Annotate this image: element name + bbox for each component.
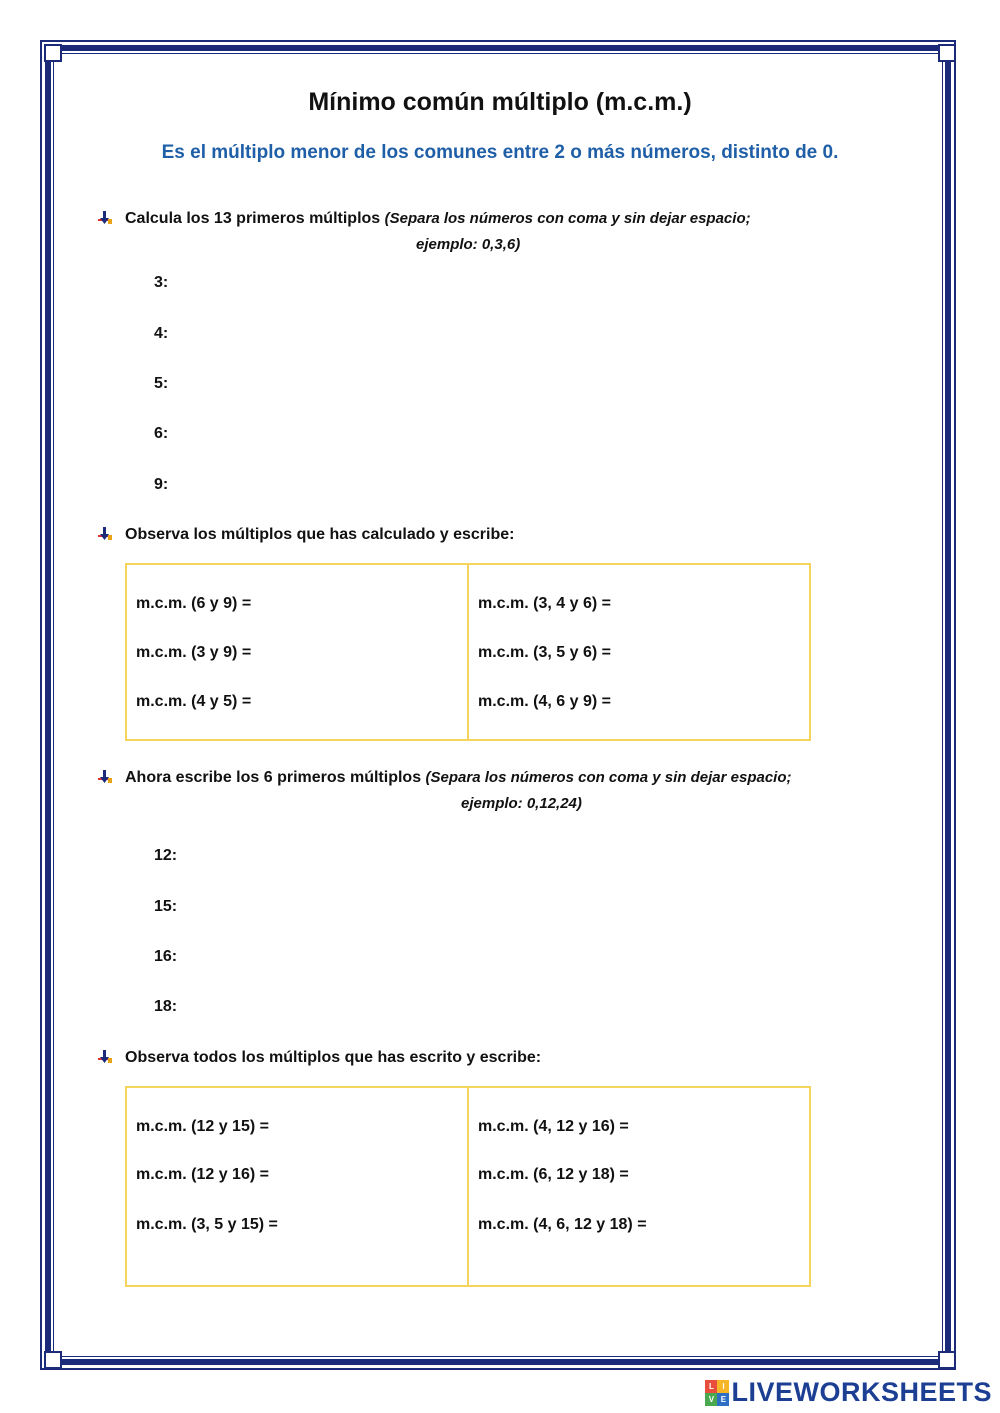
multiples-input-3[interactable] [200,271,804,299]
border-corner-ornament [938,44,956,62]
multiples-input-9[interactable] [200,473,804,501]
instruction-3 [125,769,792,787]
lcm-item[interactable]: m.c.m. (3, 4 y 6) = [478,595,611,612]
lcm-item[interactable]: m.c.m. (3, 5 y 15) = [136,1216,278,1233]
arrow-bullet-icon [96,1049,114,1067]
multiples-label-12: 12: [154,847,178,864]
arrow-bullet-icon [96,769,114,787]
arrow-bullet-icon [96,526,114,544]
border-corner-ornament [44,1351,62,1369]
instruction-1-example: ejemplo: 0,3,6) [416,236,521,253]
multiples-input-4[interactable] [200,322,804,350]
border-corner-ornament [938,1351,956,1369]
instruction-3-text: Ahora escribe los 6 primeros múltiplos [125,769,422,786]
multiples-label-18: 18: [154,998,178,1015]
arrow-bullet-icon [96,210,114,228]
lcm-column-left [127,1088,467,1285]
multiples-label-15: 15: [154,898,178,915]
lcm-answer-box-1 [125,563,811,741]
lcm-column-right [467,1088,809,1285]
lcm-item[interactable]: m.c.m. (4, 6, 12 y 18) = [478,1216,647,1233]
lcm-item[interactable]: m.c.m. (3 y 9) = [136,644,252,661]
lcm-column-right [467,565,809,739]
instruction-3-note: (Separa los números con coma y sin dejar espacio; [425,769,792,786]
logo-letter: E [717,1393,729,1406]
lcm-answer-box-2 [125,1086,811,1287]
instruction-2: Observa los múltiplos que has calculado y escribe: [125,526,515,543]
multiples-label-3: 3: [154,274,169,291]
multiples-label-6: 6: [154,425,169,442]
lcm-item[interactable]: m.c.m. (12 y 16) = [136,1166,269,1183]
logo-letter: V [705,1393,717,1406]
lcm-item[interactable]: m.c.m. (12 y 15) = [136,1118,269,1135]
multiples-label-9: 9: [154,476,169,493]
multiples-input-18[interactable] [200,995,804,1023]
instruction-3-example: ejemplo: 0,12,24) [461,795,582,812]
instruction-1-text: Calcula los 13 primeros múltiplos [125,210,381,227]
lcm-item[interactable]: m.c.m. (3, 5 y 6) = [478,644,611,661]
logo-text: LIVEWORKSHEETS [731,1377,992,1407]
multiples-input-15[interactable] [200,895,804,923]
page-title: Mínimo común múltiplo (m.c.m.) [308,88,692,116]
multiples-label-5: 5: [154,375,169,392]
multiples-input-6[interactable] [200,422,804,450]
logo-mark-icon [705,1380,729,1406]
definition-subtitle: Es el múltiplo menor de los comunes entre 2 o más números, distinto de 0. [161,142,839,163]
lcm-item[interactable]: m.c.m. (4 y 5) = [136,693,252,710]
border-corner-ornament [44,44,62,62]
multiples-input-5[interactable] [200,372,804,400]
lcm-item[interactable]: m.c.m. (6 y 9) = [136,595,252,612]
instruction-1 [125,210,751,228]
lcm-item[interactable]: m.c.m. (6, 12 y 18) = [478,1166,629,1183]
multiples-label-4: 4: [154,325,169,342]
logo-letter: L [705,1380,717,1393]
liveworksheets-logo [705,1377,992,1408]
multiples-input-12[interactable] [200,844,804,872]
lcm-item[interactable]: m.c.m. (4, 12 y 16) = [478,1118,629,1135]
instruction-4: Observa todos los múltiplos que has escrito y escribe: [125,1049,542,1066]
lcm-item[interactable]: m.c.m. (4, 6 y 9) = [478,693,611,710]
multiples-label-16: 16: [154,948,178,965]
multiples-input-16[interactable] [200,945,804,973]
lcm-column-left [127,565,467,739]
logo-letter: I [717,1380,729,1393]
instruction-1-note: (Separa los números con coma y sin dejar espacio; [384,210,751,227]
